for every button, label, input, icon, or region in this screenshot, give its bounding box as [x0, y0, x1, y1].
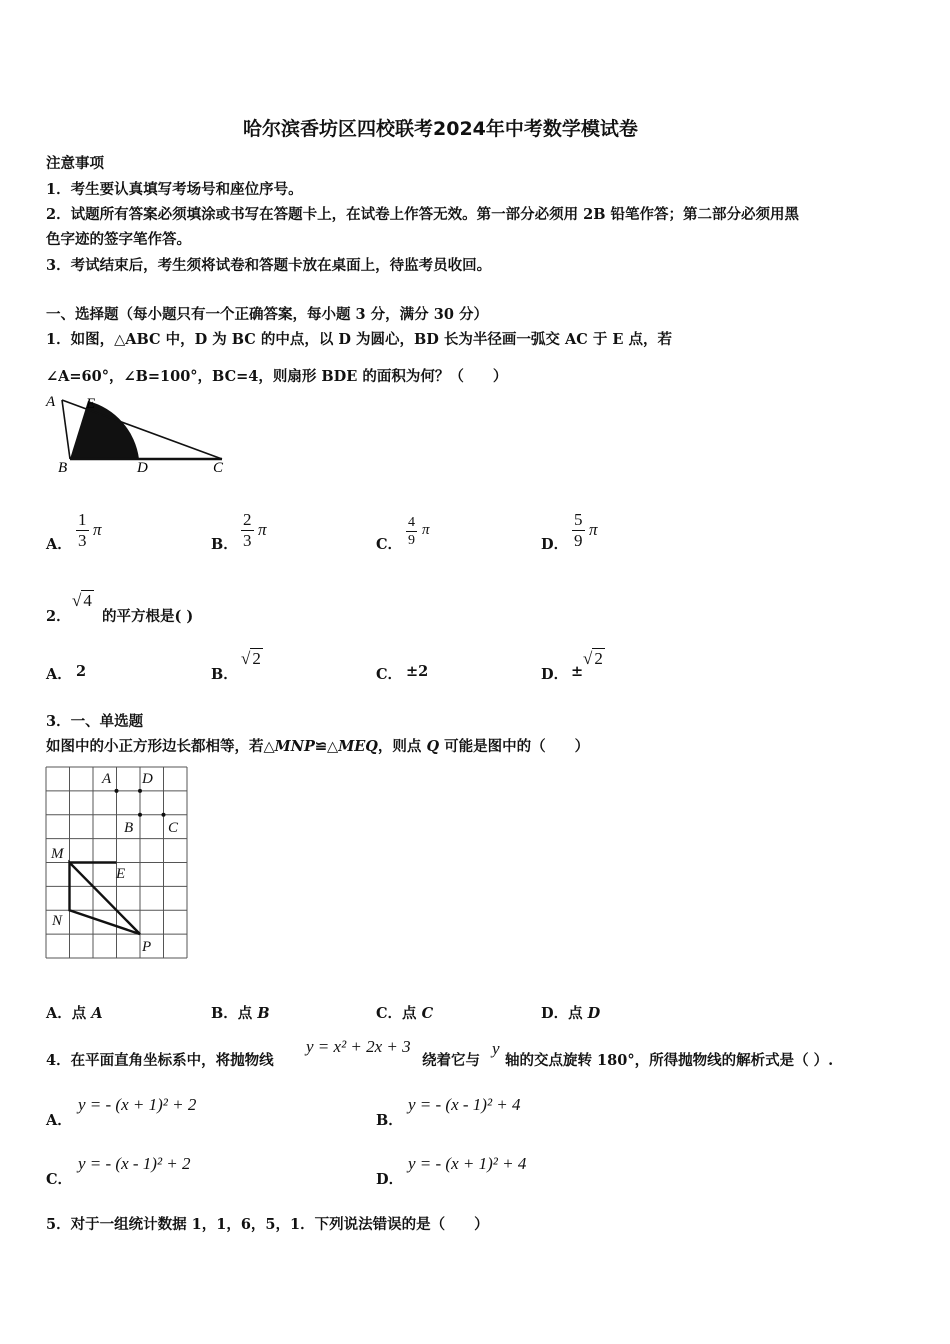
grid-label-b: B — [124, 820, 134, 836]
q2-option-b-label: B． — [211, 666, 238, 683]
q1-option-c-pi: π — [422, 522, 430, 538]
note-item-2: 2．试题所有答案必须填涂或书写在答题卡上，在试卷上作答无效。第一部分必须用 2B 铅笔作答；第二部分必须用黑 — [46, 206, 800, 223]
q4-stem-suffix: 轴的交点旋转 180°，所得抛物线的解析式是（ ）. — [505, 1052, 834, 1069]
fig-label-a: A — [46, 394, 56, 410]
q2-sqrt-4: √ 4 — [72, 591, 92, 610]
q2-option-a-value: 2 — [76, 663, 87, 680]
grid-label-n: N — [52, 913, 63, 929]
q3-grid-figure — [44, 765, 190, 961]
q1-stem-line1: 1．如图，△ABC 中，D 为 BC 的中点，以 D 为圆心，BD 长为半径画一弧交 AC 于 E 点，若 — [46, 331, 672, 348]
q1-option-c-label: C． — [376, 536, 403, 553]
q5-stem: 5．对于一组统计数据 1，1，6，5，1．下列说法错误的是（ ） — [46, 1216, 489, 1233]
q1-option-d-label: D． — [541, 536, 569, 553]
fig-label-b: B — [58, 460, 68, 476]
q2-option-a-label: A． — [46, 666, 72, 683]
q4-stem-prefix: 4．在平面直角坐标系中，将抛物线 — [46, 1052, 274, 1069]
q2-option-c-value: ±2 — [406, 663, 429, 680]
q4-y-variable: y — [492, 1039, 500, 1058]
grid-label-c: C — [168, 820, 179, 836]
q2-stem: 的平方根是( ) — [102, 608, 194, 625]
q3-option-a: A．点 A — [46, 1005, 103, 1022]
notes-heading: 注意事项 — [46, 155, 104, 172]
note-item-1: 1．考生要认真填写考场号和座位序号。 — [46, 181, 303, 198]
q1-stem-line2: ∠A=60°，∠B=100°，BC=4，则扇形 BDE 的面积为何？（ ） — [46, 368, 508, 385]
q1-option-a-fraction: $\frac{1}{3}$ — [78, 510, 87, 550]
q2-number: 2． — [46, 608, 71, 625]
q3-stem: 如图中的小正方形边长都相等，若△MNP≌△MEQ，则点 Q 可能是图中的（ ） — [46, 738, 590, 755]
q1-option-c-fraction: $\frac{4}{9}$ — [408, 515, 415, 548]
q1-option-d-fraction: $\frac{5}{9}$ — [574, 510, 583, 550]
q3-option-c: C．点 C — [376, 1005, 434, 1022]
q4-option-c-expr: y = - (x - 1)² + 2 — [78, 1154, 191, 1173]
grid-label-e: E — [116, 866, 126, 882]
q2-option-d-pm: ± — [571, 663, 584, 680]
note-item-2-cont: 色字迹的签字笔作答。 — [46, 231, 191, 248]
q1-option-d-pi: π — [589, 520, 598, 539]
q1-option-a-pi: π — [93, 520, 102, 539]
grid-label-m: M — [51, 846, 64, 862]
sector-bde — [70, 401, 139, 459]
q4-parabola-equation: y = x² + 2x + 3 — [306, 1037, 411, 1056]
q2-option-c-label: C． — [376, 666, 403, 683]
fig-label-c: C — [213, 460, 224, 476]
q1-option-b-label: B． — [211, 536, 238, 553]
grid-label-a: A — [102, 771, 112, 787]
q3-option-d: D．点 D — [541, 1005, 601, 1022]
q4-option-d-expr: y = - (x + 1)² + 4 — [408, 1154, 527, 1173]
q1-option-b-pi: π — [258, 520, 267, 539]
q4-option-b-label: B． — [376, 1112, 403, 1129]
q4-option-a-expr: y = - (x + 1)² + 2 — [78, 1095, 197, 1114]
note-item-3: 3．考试结束后，考生须将试卷和答题卡放在桌面上，待监考员收回。 — [46, 257, 492, 274]
grid-label-p: P — [142, 939, 152, 955]
q1-option-b-fraction: $\frac{2}{3}$ — [243, 510, 252, 550]
q3-heading: 3．一、单选题 — [46, 713, 144, 730]
q4-option-d-label: D． — [376, 1171, 404, 1188]
q1-triangle-figure — [44, 390, 234, 476]
q2-option-b-sqrt: √ 2 — [241, 649, 261, 668]
q4-option-b-expr: y = - (x - 1)² + 4 — [408, 1095, 521, 1114]
q4-stem-mid: 绕着它与 — [422, 1052, 480, 1069]
q1-option-a-label: A． — [46, 536, 72, 553]
q2-option-d-sqrt: √ 2 — [583, 649, 603, 668]
page-title: 哈尔滨香坊区四校联考2024年中考数学模试卷 — [243, 118, 638, 140]
grid-label-d: D — [142, 771, 153, 787]
fig-label-d: D — [137, 460, 148, 476]
fig-label-e: E — [86, 396, 96, 412]
q4-option-a-label: A． — [46, 1112, 72, 1129]
section-heading: 一、选择题（每小题只有一个正确答案，每小题 3 分，满分 30 分） — [46, 306, 488, 323]
q3-option-b: B．点 B — [211, 1005, 270, 1022]
q4-option-c-label: C． — [46, 1171, 73, 1188]
q2-option-d-label: D． — [541, 666, 569, 683]
